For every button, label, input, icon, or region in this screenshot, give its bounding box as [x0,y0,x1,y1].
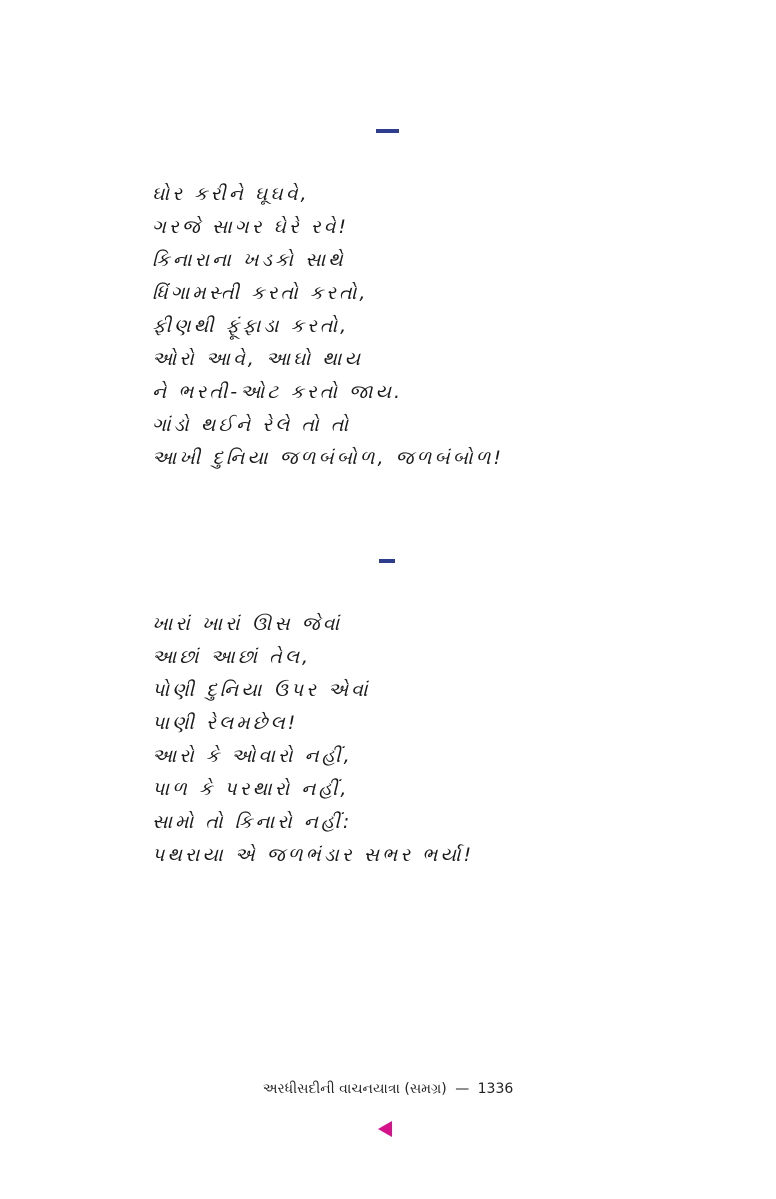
poem-line: આછાં આછાં તેલ, [152,646,312,668]
poem-stanza-1 [152,178,632,475]
footer-separator: — [455,1081,470,1097]
back-arrow-icon[interactable] [378,1121,392,1137]
poem-line: પાળ કે પરથારો નહીં, [152,778,350,800]
poem-line: પથરાયા એ જળભંડાર સભર ભર્યા! [152,844,475,866]
poem-line: ઓરો આવે, આઘો થાય [152,348,364,370]
stanza-divider [376,129,399,133]
page-footer [0,1081,776,1097]
poem-line: ખારાં ખારાં ઊસ જેવાં [152,613,343,635]
poem-line: ગરજે સાગર ઘેરે રવે! [152,216,350,238]
poem-line: ફીણથી ફૂંફાડા કરતો, [152,315,350,337]
poem-stanza-2 [152,608,632,872]
poem-line: ગાંડો થઈને રેલે તો તો [152,414,352,436]
poem-line: સામો તો કિનારો નહીં: [152,811,353,833]
poem-line: ઘોર કરીને ઘૂઘવે, [152,183,310,205]
poem-line: આરો કે ઓવારો નહીં, [152,745,353,767]
poem-line: આખી દુનિયા જળબંબોળ, જળબંબોળ! [152,447,505,469]
poem-line: ને ભરતી-ઓટ કરતો જાય. [152,381,404,403]
book-title: અરધીસદીની વાચનયાત્રા (સમગ્ર) [262,1081,447,1097]
page-number: 1336 [477,1081,514,1097]
stanza-divider [379,559,395,563]
poem-line: પોણી દુનિયા ઉપર એવાં [152,679,371,701]
poem-line: ધિંગામસ્તી કરતો કરતો, [152,282,369,304]
poem-line: પાણી રેલમછેલ! [152,712,299,734]
poem-line: કિનારાના ખડકો સાથે [152,249,346,271]
